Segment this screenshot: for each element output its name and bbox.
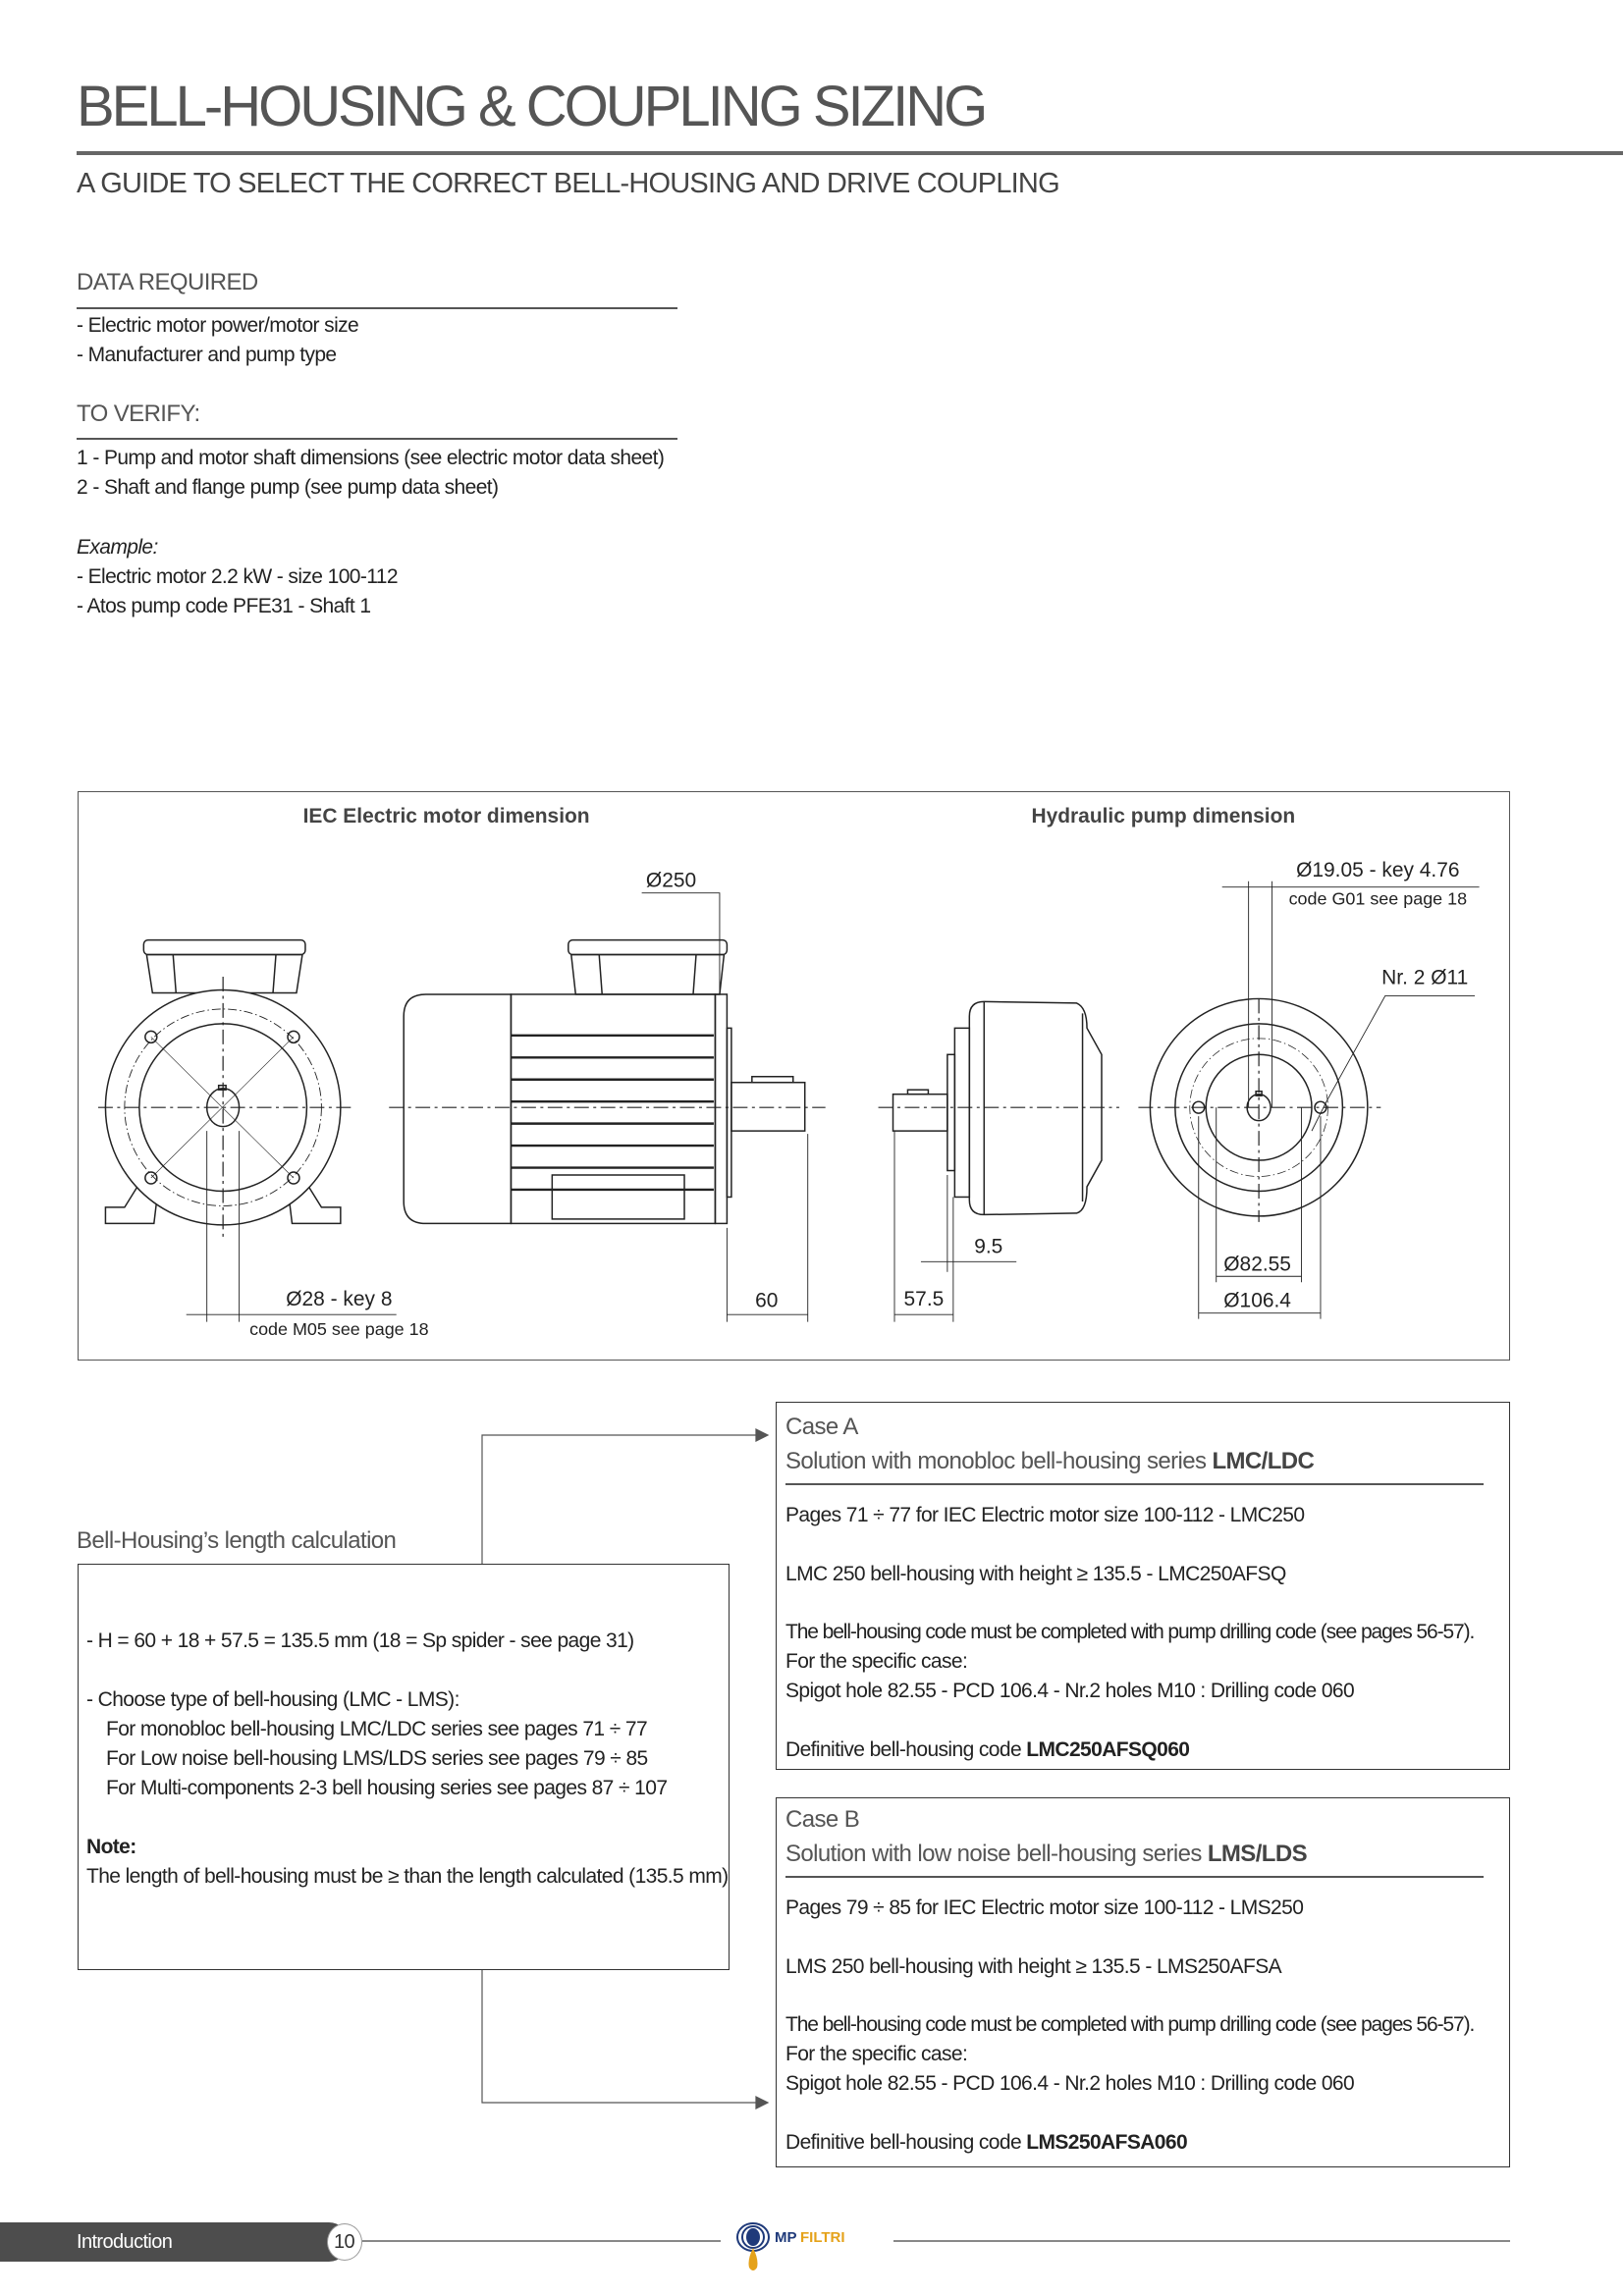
case-a-label: Case A [785, 1414, 858, 1440]
case-a-definitive [785, 1737, 1189, 1763]
example-label: Example: [77, 536, 158, 559]
case-b-label: Case B [785, 1806, 860, 1833]
case-a-divider [785, 1483, 1484, 1485]
pump-diagram-heading: Hydraulic pump dimension [1031, 804, 1296, 828]
pump-shaft-length: 57.5 [903, 1288, 945, 1311]
case-b-pages: Pages 79 ÷ 85 for IEC Electric motor size 100-112 - LMS250 [785, 1896, 1304, 1919]
motor-shaft-length: 60 [755, 1289, 779, 1312]
calculation-heading: Bell-Housing’s length calculation [77, 1527, 397, 1554]
case-b-code: LMS250AFSA060 [1026, 2131, 1188, 2154]
calculation-option: For Low noise bell-housing LMS/LDS series see pages 79 ÷ 85 [106, 1747, 648, 1770]
to-verify-item: 2 - Shaft and flange pump (see pump data sheet) [77, 476, 499, 499]
example-item: - Electric motor 2.2 kW - size 100-112 [77, 565, 398, 588]
case-a-drilling: The bell-housing code must be completed with pump drilling code (see pages 56-57). [785, 1621, 1475, 1643]
motor-shaft-code: code M05 see page 18 [249, 1319, 429, 1340]
motor-diagram-heading: IEC Electric motor dimension [302, 804, 590, 828]
note-text: The length of bell-housing must be ≥ than the length calculated (135.5 mm) [86, 1865, 729, 1888]
to-verify-heading: TO VERIFY: [77, 400, 200, 427]
footer-line-right [893, 2240, 1510, 2242]
footer-section-label: Introduction [77, 2231, 173, 2253]
page-title: BELL-HOUSING & COUPLING SIZING [77, 75, 986, 138]
example-item: - Atos pump code PFE31 - Shaft 1 [77, 595, 371, 617]
svg-text:MP: MP [775, 2229, 797, 2246]
case-a-pages: Pages 71 ÷ 77 for IEC Electric motor size 100-112 - LMC250 [785, 1504, 1305, 1526]
pump-spigot-depth: 9.5 [974, 1235, 1003, 1258]
case-a-series: LMC/LDC [1212, 1448, 1315, 1474]
case-b-height: LMS 250 bell-housing with height ≥ 135.5 - LMS250AFSA [785, 1955, 1282, 1978]
mpfiltri-logo [731, 2220, 889, 2279]
calculation-choose: - Choose type of bell-housing (LMC - LMS): [86, 1688, 460, 1711]
footer-section-bar [0, 2222, 349, 2262]
footer-line-left [362, 2240, 721, 2242]
pump-spigot-label: Ø82.55 [1223, 1253, 1291, 1276]
data-required-item: - Manufacturer and pump type [77, 344, 337, 366]
data-required-item: - Electric motor power/motor size [77, 314, 359, 337]
case-a-drilling: Spigot hole 82.55 - PCD 106.4 - Nr.2 holes M10 : Drilling code 060 [785, 1680, 1355, 1702]
case-a-drilling: For the specific case: [785, 1650, 968, 1673]
motor-shaft-label: Ø28 - key 8 [286, 1288, 393, 1311]
case-a-height: LMC 250 bell-housing with height ≥ 135.5 - LMC250AFSQ [785, 1563, 1286, 1585]
page-subtitle: A GUIDE TO SELECT THE CORRECT BELL-HOUSING AND DRIVE COUPLING [77, 168, 1059, 199]
case-b-drilling: The bell-housing code must be completed with pump drilling code (see pages 56-57). [785, 2013, 1475, 2036]
to-verify-item: 1 - Pump and motor shaft dimensions (see electric motor data sheet) [77, 447, 665, 469]
data-required-heading: DATA REQUIRED [77, 269, 258, 295]
pump-holes-label: Nr. 2 Ø11 [1381, 966, 1469, 989]
motor-flange-label: Ø250 [645, 869, 697, 892]
pump-shaft-label: Ø19.05 - key 4.76 [1296, 859, 1460, 882]
case-a-solution-text: Solution with monobloc bell-housing series [785, 1448, 1213, 1474]
case-b-solution-text: Solution with low noise bell-housing series [785, 1841, 1208, 1867]
case-b-divider [785, 1876, 1484, 1878]
calculation-option: For Multi-components 2-3 bell housing series see pages 87 ÷ 107 [106, 1777, 668, 1799]
case-b-drilling: For the specific case: [785, 2043, 968, 2065]
case-b-drilling: Spigot hole 82.55 - PCD 106.4 - Nr.2 holes M10 : Drilling code 060 [785, 2072, 1355, 2095]
calculation-formula: - H = 60 + 18 + 57.5 = 135.5 mm (18 = Sp spider - see page 31) [86, 1629, 634, 1652]
case-b-definitive-text: Definitive bell-housing code [785, 2131, 1027, 2154]
svg-text:FILTRI: FILTRI [800, 2229, 845, 2246]
pump-shaft-code: code G01 see page 18 [1288, 888, 1468, 909]
calculation-option: For monobloc bell-housing LMC/LDC series see pages 71 ÷ 77 [106, 1718, 648, 1740]
case-a-solution [785, 1449, 1314, 1474]
case-b-solution [785, 1842, 1307, 1867]
case-b-series: LMS/LDS [1207, 1841, 1307, 1867]
case-b-definitive [785, 2130, 1187, 2156]
page-number: 10 [334, 2231, 355, 2253]
case-a-code: LMC250AFSQ060 [1026, 1738, 1190, 1761]
note-label: Note: [86, 1836, 136, 1858]
pump-pcd-label: Ø106.4 [1223, 1289, 1291, 1312]
case-a-definitive-text: Definitive bell-housing code [785, 1738, 1027, 1761]
